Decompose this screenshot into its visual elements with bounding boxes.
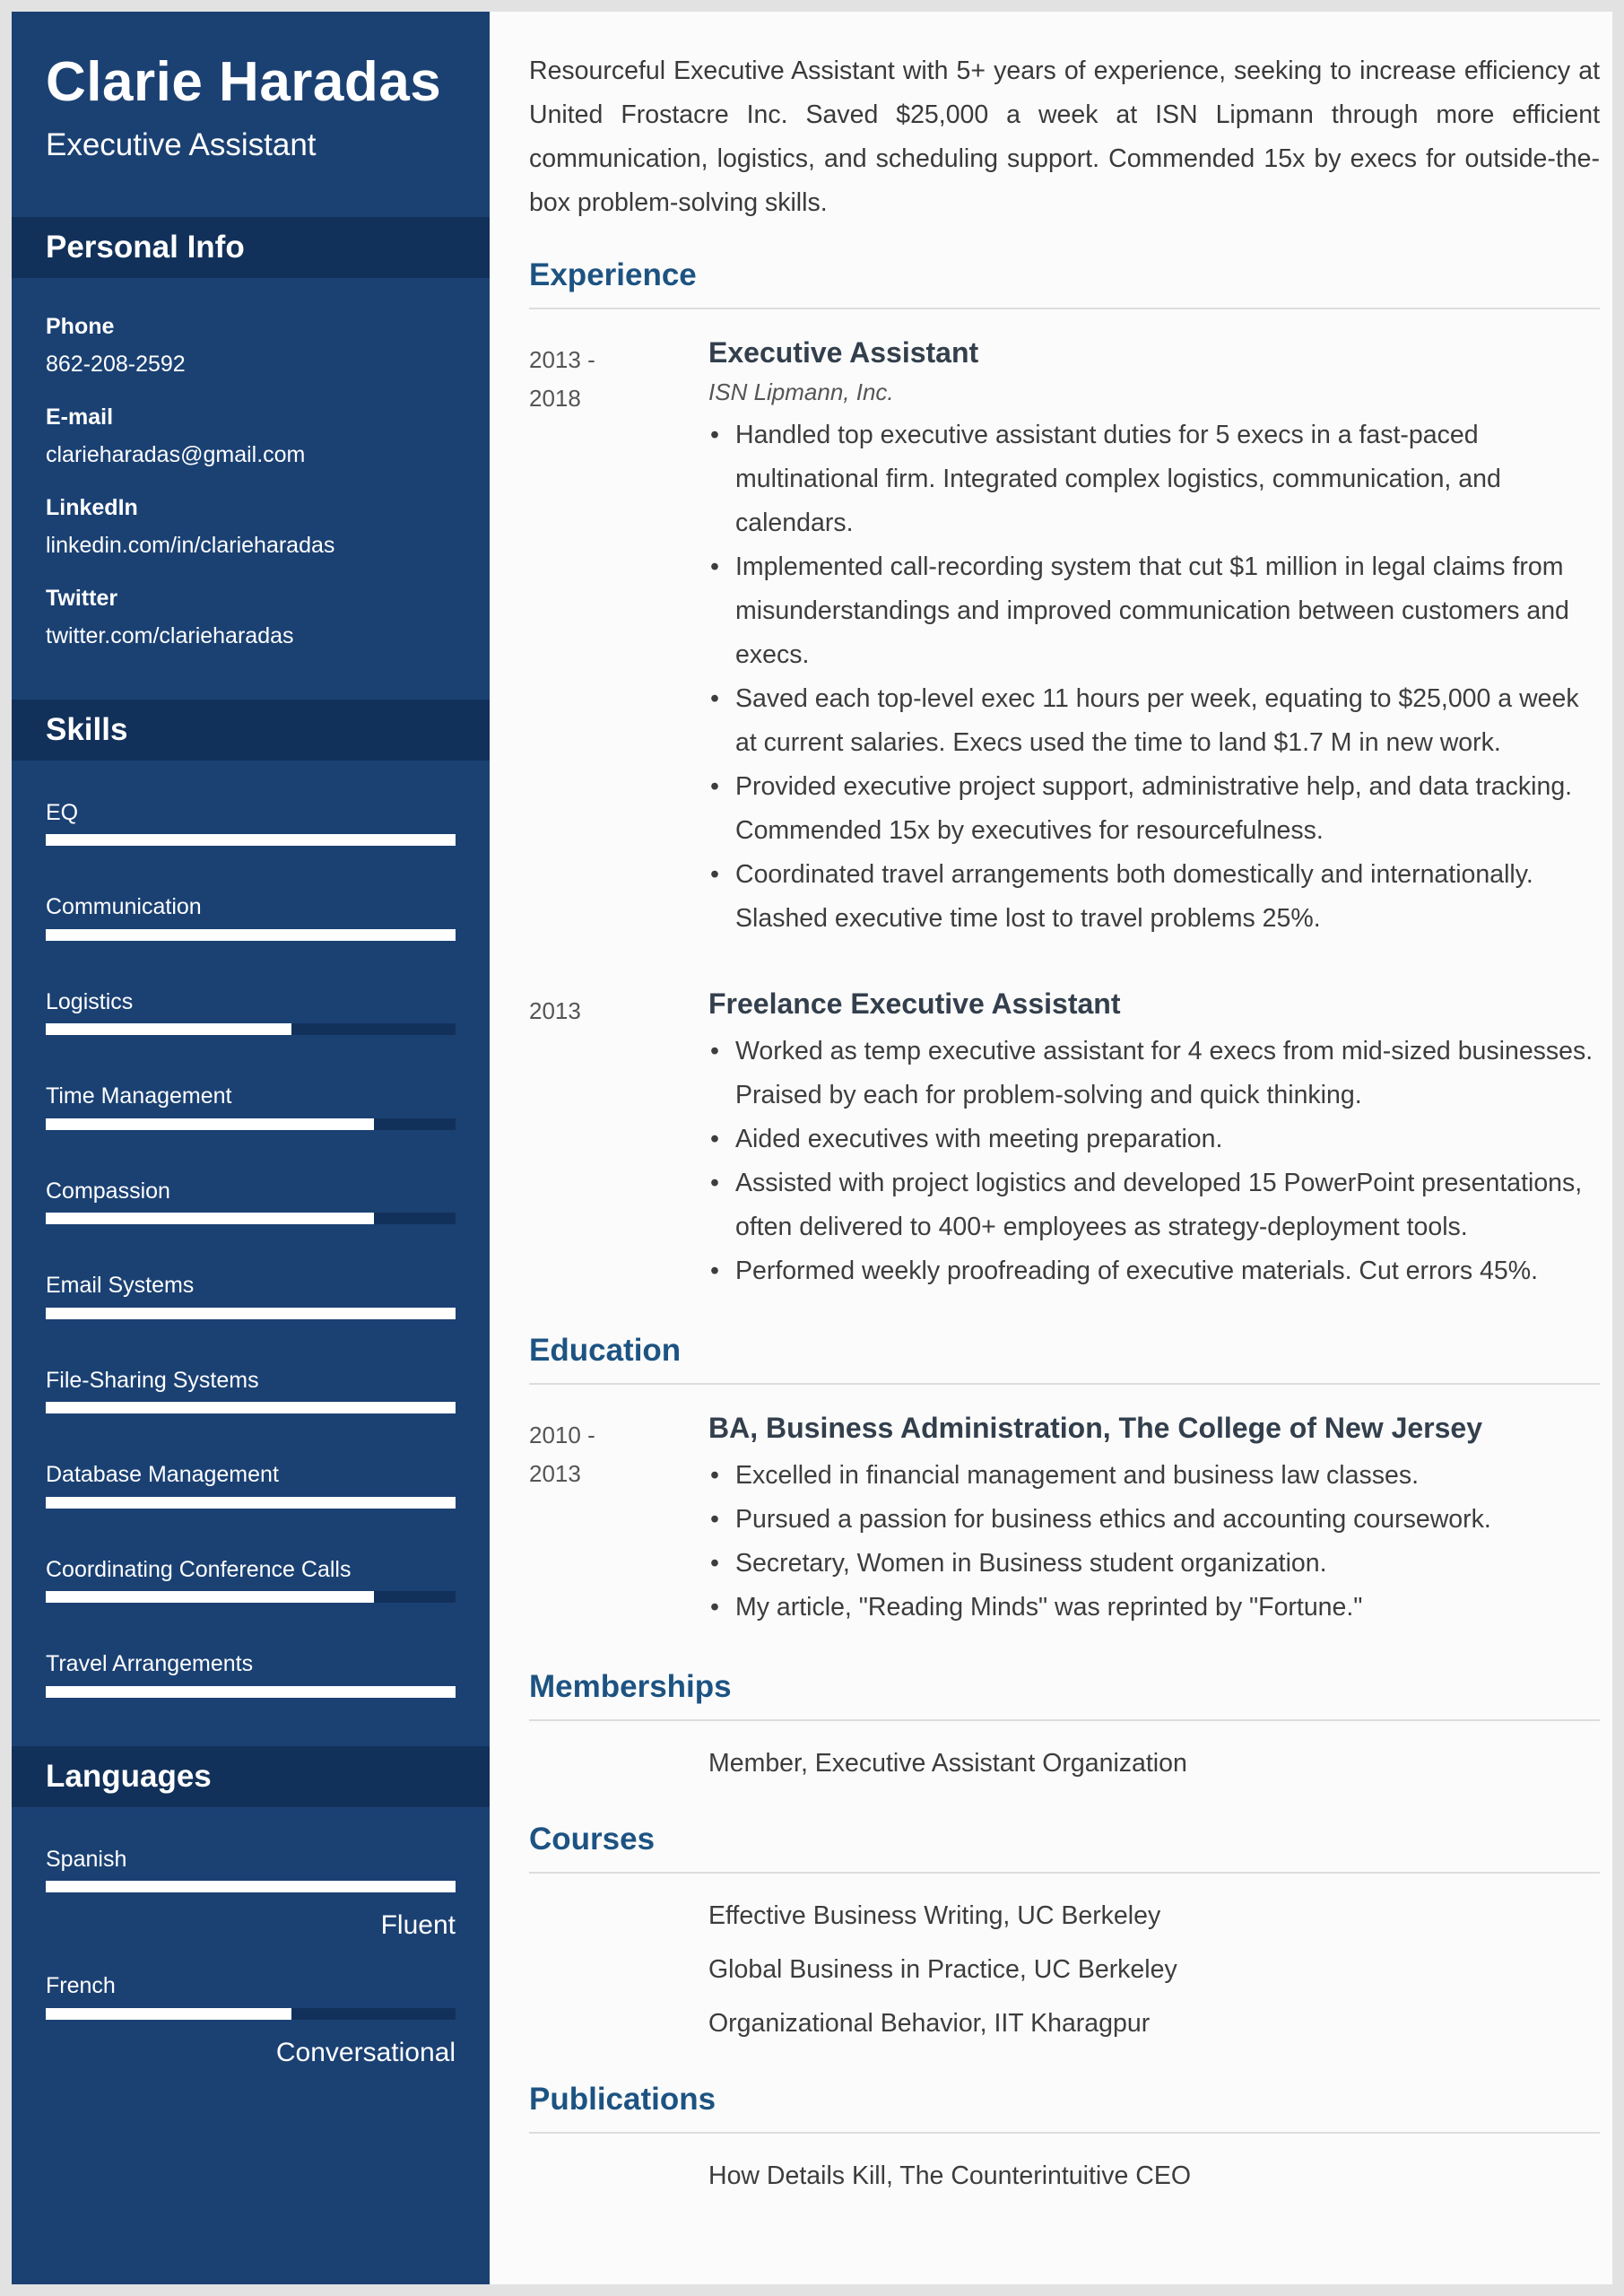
- skill-bar-fill: [46, 834, 456, 846]
- bullet-item: • Performed weekly proofreading of executive materials. Cut errors 45%.: [708, 1249, 1600, 1293]
- language-bar-fill: [46, 2008, 291, 2020]
- list-item: Member, Executive Assistant Organization: [708, 1749, 1187, 1778]
- section-courses: [529, 1822, 1600, 2042]
- skill-bar: [46, 1213, 456, 1224]
- skill-bar: [46, 1686, 456, 1698]
- bullet-item: • Excelled in financial management and business law classes.: [708, 1454, 1600, 1498]
- skill-label: Logistics: [46, 988, 134, 1014]
- entry-dates: [529, 987, 708, 1293]
- contact-label: LinkedIn: [46, 494, 138, 520]
- skill-bar-fill: [46, 1591, 374, 1603]
- bullet-item: • Assisted with project logistics and developed 15 PowerPoint presentations, often delivered to 400+ employees as strategy-deployment tools.: [708, 1161, 1600, 1249]
- skills-heading: Skills: [12, 700, 490, 761]
- entry-title: Freelance Executive Assistant: [708, 987, 1121, 1020]
- contact-value: 862-208-2592: [46, 352, 186, 378]
- contact-item: [46, 493, 456, 561]
- skill-bar: [46, 1023, 456, 1035]
- skill-label: Compassion: [46, 1178, 170, 1204]
- skill-item: [46, 1082, 456, 1130]
- bullet-item: • Saved each top-level exec 11 hours per week, equating to $25,000 a week at current salaries. Execs used the time to land $1.7 M in new work.: [708, 677, 1600, 765]
- language-label: French: [46, 1973, 116, 1999]
- skill-label: Database Management: [46, 1462, 279, 1488]
- courses-items: [708, 1899, 1600, 2042]
- skill-item: [46, 1649, 456, 1698]
- language-label: Spanish: [46, 1846, 127, 1872]
- language-bar-fill: [46, 1881, 456, 1892]
- publications-heading: Publications: [529, 2082, 1600, 2134]
- memberships-heading: Memberships: [529, 1669, 1600, 1721]
- resume-main: [490, 12, 1612, 2284]
- skill-label: Email Systems: [46, 1273, 195, 1299]
- contact-item: [46, 312, 456, 379]
- skill-item: [46, 1460, 456, 1509]
- skill-label: File-Sharing Systems: [46, 1367, 259, 1393]
- language-item: [46, 1845, 456, 1942]
- experience-heading: Experience: [529, 257, 1600, 309]
- entry-body: [708, 1412, 1600, 1630]
- languages-list: [46, 1845, 456, 2068]
- entry-bullets: [708, 413, 1600, 941]
- entry-bullets: [708, 1454, 1600, 1630]
- skill-bar-fill: [46, 929, 456, 941]
- bullet-item: • Secretary, Women in Business student organization.: [708, 1542, 1600, 1586]
- skill-bar-fill: [46, 1213, 374, 1224]
- bullet-item: • Implemented call-recording system that cut $1 million in legal claims from misunderstandings and improved communication between customers and execs.: [708, 545, 1600, 677]
- language-proficiency: Fluent: [380, 1910, 456, 1941]
- contact-value: linkedin.com/in/clarieharadas: [46, 533, 335, 559]
- entry-dates: [529, 336, 708, 941]
- person-title: Executive Assistant: [46, 126, 317, 162]
- skill-bar-fill: [46, 1497, 456, 1509]
- skill-item: [46, 1366, 456, 1414]
- skill-item: [46, 1177, 456, 1225]
- entry-dates: [529, 1412, 708, 1630]
- skill-bar: [46, 1308, 456, 1319]
- entry-company: ISN Lipmann, Inc.: [708, 378, 894, 405]
- personal-info-heading: Personal Info: [12, 217, 490, 278]
- summary-paragraph: Resourceful Executive Assistant with 5+ years of experience, seeking to increase efficiency at United Frostacre Inc. Saved $25,000 a week at ISN Lipmann through more efficient communication, logistics, and scheduling support. Commended 15x by execs for outside-the-box problem-solving skills.: [529, 57, 1600, 217]
- contact-label: Phone: [46, 313, 115, 339]
- person-name: Clarie Haradas: [46, 51, 442, 113]
- contact-label: Twitter: [46, 585, 118, 611]
- skill-bar: [46, 1591, 456, 1603]
- publications-items: [708, 2159, 1600, 2195]
- skill-item: [46, 1271, 456, 1319]
- list-item: Effective Business Writing, UC Berkeley: [708, 1900, 1161, 1930]
- skill-bar: [46, 834, 456, 846]
- skill-bar-fill: [46, 1686, 456, 1698]
- courses-heading: Courses: [529, 1822, 1600, 1874]
- education-heading: Education: [529, 1333, 1600, 1385]
- language-item: [46, 1971, 456, 2068]
- skill-bar-fill: [46, 1402, 456, 1413]
- skill-item: [46, 1555, 456, 1604]
- education-entries: [529, 1412, 1600, 1630]
- skill-bar: [46, 1118, 456, 1130]
- entry-date-start: 2010 -: [529, 1422, 595, 1448]
- skill-bar-fill: [46, 1023, 291, 1035]
- list-item: How Details Kill, The Counterintuitive CEO: [708, 2161, 1192, 2190]
- language-bar: [46, 2008, 456, 2020]
- bullet-item: • My article, "Reading Minds" was reprinted by "Fortune.": [708, 1586, 1600, 1630]
- languages-heading: Languages: [12, 1746, 490, 1807]
- bullet-item: • Provided executive project support, administrative help, and data tracking. Commended 15x by executives for resourcefulness.: [708, 765, 1600, 853]
- list-item: Global Business in Practice, UC Berkeley: [708, 1954, 1177, 1984]
- entry-body: [708, 987, 1600, 1293]
- experience-entries: [529, 336, 1600, 1293]
- contact-list: [46, 312, 456, 651]
- skill-bar-fill: [46, 1118, 374, 1130]
- language-proficiency: Conversational: [275, 2037, 456, 2067]
- language-bar: [46, 1881, 456, 1892]
- bullet-item: • Aided executives with meeting preparation.: [708, 1118, 1600, 1161]
- bullet-item: • Worked as temp executive assistant for 4 execs from mid-sized businesses. Praised by each for problem-solving and quick thinking.: [708, 1030, 1600, 1118]
- entry-date-start: 2013 -: [529, 346, 595, 373]
- skill-label: Communication: [46, 894, 202, 920]
- entry-date-end: 2013: [529, 1459, 581, 1487]
- entry-title: Executive Assistant: [708, 336, 979, 369]
- skills-list: [46, 798, 456, 1698]
- timeline-entry: [529, 987, 1600, 1293]
- timeline-entry: [529, 336, 1600, 941]
- contact-label: E-mail: [46, 404, 114, 430]
- skill-label: Coordinating Conference Calls: [46, 1556, 352, 1582]
- entry-title: BA, Business Administration, The College of New Jersey: [708, 1412, 1483, 1444]
- skill-label: Travel Arrangements: [46, 1651, 254, 1677]
- section-experience: [529, 257, 1600, 1293]
- skill-label: Time Management: [46, 1083, 232, 1109]
- skill-bar: [46, 929, 456, 941]
- contact-value: twitter.com/clarieharadas: [46, 623, 294, 649]
- entry-date-start: 2013: [529, 997, 581, 1024]
- bullet-item: • Coordinated travel arrangements both domestically and internationally. Slashed executive time lost to travel problems 25%.: [708, 853, 1600, 941]
- memberships-items: [708, 1746, 1600, 1782]
- skill-label: EQ: [46, 799, 79, 825]
- skill-bar: [46, 1402, 456, 1413]
- bullet-item: • Handled top executive assistant duties for 5 execs in a fast-paced multinational firm. Integrated complex logistics, communication, and calendars.: [708, 413, 1600, 545]
- contact-value: clarieharadas@gmail.com: [46, 442, 306, 468]
- contact-item: [46, 403, 456, 470]
- skill-bar-fill: [46, 1308, 456, 1319]
- contact-item: [46, 584, 456, 651]
- skill-item: [46, 798, 456, 847]
- bullet-item: • Pursued a passion for business ethics and accounting coursework.: [708, 1498, 1600, 1542]
- skill-bar: [46, 1497, 456, 1509]
- sidebar: [12, 12, 490, 2284]
- section-education: [529, 1333, 1600, 1630]
- skill-item: [46, 892, 456, 941]
- list-item: Organizational Behavior, IIT Kharagpur: [708, 2008, 1151, 2038]
- entry-body: [708, 336, 1600, 941]
- section-memberships: [529, 1669, 1600, 1782]
- entry-bullets: [708, 1030, 1600, 1293]
- section-publications: [529, 2082, 1600, 2195]
- timeline-entry: [529, 1412, 1600, 1630]
- skill-item: [46, 987, 456, 1036]
- entry-date-end: 2018: [529, 384, 581, 412]
